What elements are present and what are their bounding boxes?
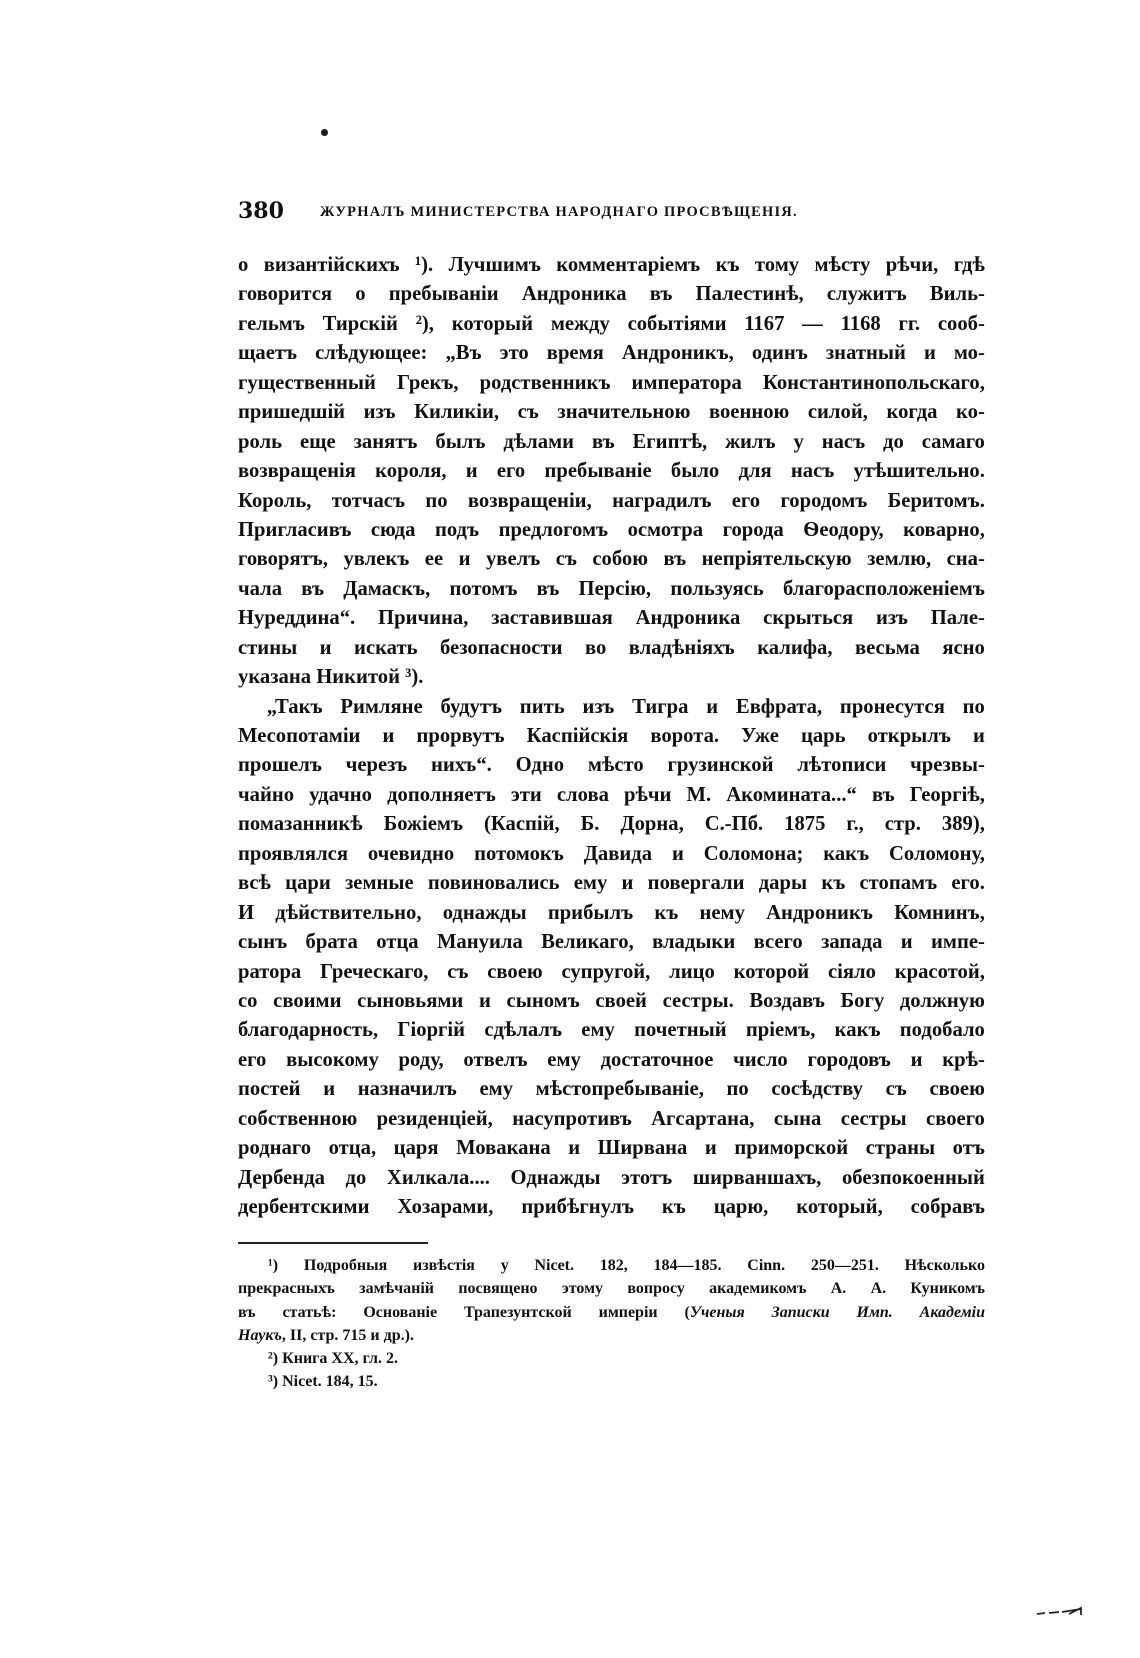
text-line: проявлялся очевидно потомокъ Давида и Соломона; какъ Соломону, xyxy=(238,840,985,865)
text-line: возвращенія короля, и его пребываніе было для насъ утѣшительно. xyxy=(238,458,985,483)
text-line: И дѣйствительно, однажды прибылъ къ нему Андроникъ Комнинъ, xyxy=(238,899,985,924)
text-line: гущественный Грекъ, родственникъ императора Константинопольскаго, xyxy=(238,369,985,394)
text-line: чала въ Дамаскъ, потомъ въ Персію, пользуясь благорасположеніемъ xyxy=(238,575,985,600)
text-line: указана Никитой ³). xyxy=(238,664,424,689)
text-line: со своими сыновьями и сыномъ своей сестры. Воздавъ Богу должную xyxy=(238,987,985,1012)
running-title: ЖУРНАЛЪ МИНИСТЕРСТВА НАРОДНАГО ПРОСВѢЩЕНІЯ. xyxy=(320,204,798,220)
text-line: Пригласивъ сюда подъ предлогомъ осмотра города Ѳеодору, коварно, xyxy=(238,516,985,541)
body-text xyxy=(238,250,985,1221)
text-line: постей и назначилъ ему мѣстопребываніе, по сосѣдству съ своею xyxy=(238,1076,985,1101)
page-number: 380 xyxy=(238,198,284,224)
text-line: помазанникѣ Божіемъ (Каспій, Б. Дорна, С.-Пб. 1875 г., стр. 389), xyxy=(238,811,985,836)
footnote-text: въ статьѣ: Основаніе Трапезунтской имперіи ( xyxy=(238,1303,690,1321)
text-line: роднаго отца, царя Мовакана и Ширвана и приморской страны отъ xyxy=(238,1135,985,1160)
text-line: дербентскими Хозарами, прибѣгнулъ къ царю, который, собравъ xyxy=(238,1194,985,1218)
text-line: о византійскихъ ¹). Лучшимъ комментаріемъ къ тому мѣсту рѣчи, гдѣ xyxy=(238,252,985,276)
footnotes xyxy=(238,1254,985,1394)
text-line: его высокому роду, отвелъ ему достаточное число городовъ и крѣ- xyxy=(238,1046,985,1071)
footnote-divider xyxy=(238,1242,428,1244)
text-line: Месопотаміи и прорвутъ Каспійскія ворота. Уже царь открылъ и xyxy=(238,723,985,747)
text-line: щаетъ слѣдующее: „Въ это время Андроникъ, одинъ знатный и мо- xyxy=(238,340,985,365)
text-line: сынъ брата отца Мануила Великаго, владыки всего запада и импе- xyxy=(238,929,985,954)
footnote-1: ¹) Подробныя извѣстія у Nicet. 182, 184—185. Cinn. 250—251. Нѣсколько xyxy=(268,1257,985,1274)
text-line: роль еще занятъ былъ дѣлами въ Египтѣ, жилъ у насъ до самаго xyxy=(238,428,985,453)
footnote-2: ²) Книга XX, гл. 2. xyxy=(268,1350,398,1368)
footnote-text: , II, стр. 715 и др.). xyxy=(281,1326,414,1344)
text-line: прошелъ черезъ нихъ“. Одно мѣсто грузинской лѣтописи чрезвы- xyxy=(238,752,985,777)
text-line: благодарность, Гіоргій сдѣлалъ ему почетный пріемъ, какъ подобало xyxy=(238,1017,985,1042)
text-line: Король, тотчасъ по возвращеніи, наградилъ его городомъ Беритомъ. xyxy=(238,487,985,512)
text-line: говорятъ, увлекъ ее и увелъ съ собою въ непріятельскую землю, сна- xyxy=(238,546,985,571)
text-line: ратора Греческаго, съ своею супругой, лицо которой сіяло красотой, xyxy=(238,958,985,983)
text-line: Нуреддина“. Причина, заставившая Андроника скрыться изъ Пале- xyxy=(238,605,985,630)
journal-title-end: Наукъ xyxy=(238,1326,282,1344)
text-line: „Такъ Римляне будутъ пить изъ Тигра и Евфрата, пронесутся по xyxy=(266,693,985,718)
footnote-1-cont xyxy=(238,1324,985,1347)
text-line: говорится о пребываніи Андроника въ Палестинѣ, служитъ Виль- xyxy=(238,281,985,306)
text-line: чайно удачно дополняетъ эти слова рѣчи М. Акомината...“ въ Георгіѣ, xyxy=(238,781,985,806)
text-line: собственною резиденціей, насупротивъ Агсартана, сына сестры своего xyxy=(238,1105,985,1130)
text-line: пришедшій изъ Киликіи, съ значительною военною силой, когда ко- xyxy=(238,399,985,424)
ink-dot xyxy=(321,129,328,136)
text-line: Дербенда до Хилкала.... Однажды этотъ ширваншахъ, обезпокоенный xyxy=(238,1164,985,1189)
footnote-1-cont xyxy=(238,1301,985,1324)
journal-title: Ученыя Записки Имп. Академіи xyxy=(689,1303,985,1321)
text-line: гельмъ Тирскій ²), который между событіями 1167 — 1168 гг. сооб- xyxy=(238,310,985,335)
page-header xyxy=(238,198,985,228)
text-line: всѣ цари земные повиновались ему и повергали дары къ стопамъ его. xyxy=(238,870,985,895)
footnote-3: ³) Nicet. 184, 15. xyxy=(268,1373,378,1391)
footnote-1-cont: прекрасныхъ замѣчаній посвящено этому вопросу академикомъ А. А. Куникомъ xyxy=(238,1280,985,1298)
scan-mark xyxy=(1035,1605,1083,1619)
text-line: стины и искать безопасности во владѣніяхъ калифа, весьма ясно xyxy=(238,634,985,659)
